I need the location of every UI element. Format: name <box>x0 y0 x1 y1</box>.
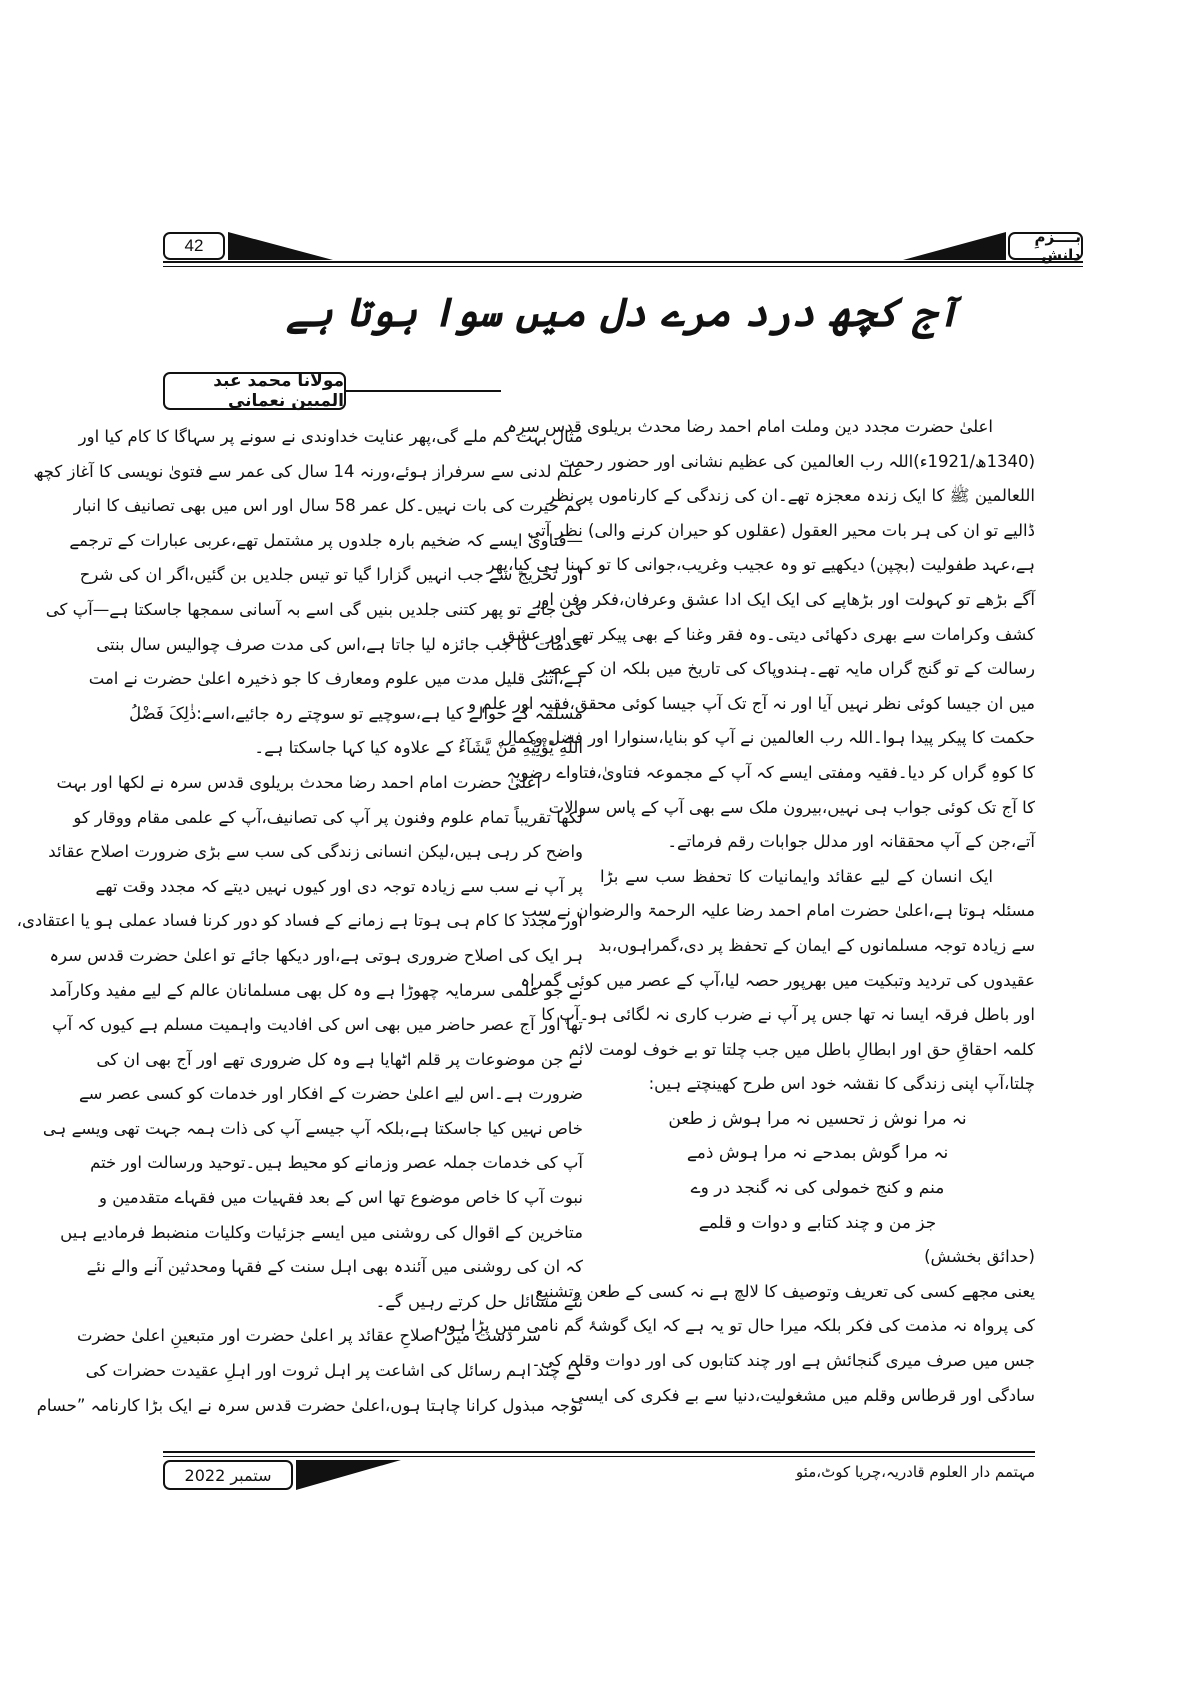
text-line: خاص نہیں کیا جاسکتا ہے،بلکہ آپ جیسے آپ کی ذات ہمہ جہت تھی ویسے ہی <box>42 1118 583 1138</box>
text-line: کی جائے تو پھر کتنی جلدیں بنیں گی اسے بہ آسانی سمجھا جاسکتا ہے—آپ کی <box>45 599 583 619</box>
text-line: لکھا تقریباً تمام علوم وفنون پر آپ کی تصانیف،آپ کے علمی مقام ووقار کو <box>73 807 583 827</box>
text-line: کہ ان کی روشنی میں آئندہ بھی اہل سنت کے فقہا ومحدثین آنے والے نئے <box>86 1257 583 1277</box>
text-line: متاخرین کے اقوال کی روشنی میں ایسے جزئیات وکلیات منضبط فرمادیے ہیں <box>60 1222 583 1242</box>
text-line: ہر ایک کی اصلاح ضروری ہوتی ہے،اور دیکھا جائے تو اعلیٰ حضرت قدس سرہ <box>49 945 583 965</box>
text-line: رسالت کے تو گنج گراں مایہ تھے۔ہندوپاک کی تاریخ میں بلکہ ان کے عصر <box>538 659 1035 679</box>
text-line: خدمات کا جب جائزہ لیا جاتا ہے،اس کی مدت صرف چوالیس سال بنتی <box>96 634 583 654</box>
text-line: اور تخریج سے جب انہیں گزارا گیا تو تیس جلدیں بن گئیں،اگر ان کی شرح <box>79 565 583 585</box>
header-triangle-right <box>903 232 1006 260</box>
text-line: سادگی اور قرطاس وقلم میں مشغولیت،دنیا سے بے فکری کی ایسی <box>570 1385 1035 1405</box>
poem-line: منم و کنج خمولی کی نہ گنجد در وے <box>690 1178 945 1199</box>
text-line: پر آپ نے سب سے زیادہ توجہ دی اور کیوں نہیں دیتے کہ مجدد وقت تھے <box>95 876 583 896</box>
text-line: کشف وکرامات سے بھری دکھائی دیتی۔وہ فقر وغنا کے بھی پیکر تھے اور عشقِ <box>502 624 1035 644</box>
issue-date-box <box>163 1460 293 1490</box>
text-line: مسئلہ ہوتا ہے،اعلیٰ حضرت امام احمد رضا علیہ الرحمۃ والرضوان نے سب <box>521 901 1035 921</box>
text-line: اعلیٰ حضرت امام احمد رضا محدث بریلوی قدس سرہ نے لکھا اور بہت <box>56 772 541 792</box>
text-line: ڈالیے تو ان کی ہر بات محیر العقول (عقلوں کو حیران کرنے والی) نظر آتی <box>527 520 1035 540</box>
text-line: کی پرواہ نہ مذمت کی فکر بلکہ میرا حال تو یہ ہے کہ ایک گوشۂ گم نامی میں پڑا ہوں <box>435 1316 1035 1336</box>
poem-source: (حدائق بخشش) <box>924 1247 1035 1267</box>
text-line: نے جو علمی سرمایہ چھوڑا ہے وہ کل بھی مسلمانان عالم کے لیے مفید وکارآمد <box>49 980 583 1000</box>
footer-triangle <box>296 1460 401 1490</box>
text-line: تھا اور آج عصر حاضر میں بھی اس کی افادیت واہمیت مسلم ہے کیوں کہ آپ <box>52 1015 583 1035</box>
text-line: ایک انسان کے لیے عقائد وایمانیات کا تحفظ سب سے بڑا <box>600 866 993 886</box>
issue-date: ستمبر 2022 <box>184 1465 272 1485</box>
text-line: کم حیرت کی بات نہیں۔کل عمر 58 سال اور اس میں بھی تصانیف کا انبار <box>73 496 583 516</box>
text-line: حکمت کا پیکر پیدا ہوا۔اللہ رب العالمین نے آپ کو بنایا،سنوارا اور فضل وکمال <box>500 728 1035 748</box>
text-line: مثال بہت کم ملے گی،پھر عنایت خداوندی نے سونے پر سہاگا کا کام کیا اور <box>78 427 583 446</box>
footer-divider <box>163 1451 1035 1457</box>
text-line: ضرورت ہے۔اس لیے اعلیٰ حضرت کے افکار اور خدمات کو کسی عصر سے <box>78 1084 583 1104</box>
text-line: کلمہ احقاقِ حق اور ابطالِ باطل میں جب چلتا تو بے خوف لومت لائم <box>568 1039 1035 1059</box>
magazine-name: بــــزمِ دانش <box>1034 228 1081 264</box>
poem-line: نہ مرا نوش ز تحسیں نہ مرا ہوش ز طعن <box>668 1108 967 1129</box>
text-line: ہے،عہد طفولیت (بچپن) دیکھیے تو وہ عجیب وغریب،جوانی کا تو کہنا ہی کیا،پھر <box>486 555 1035 575</box>
text-line: یعنی مجھے کسی کی تعریف وتوصیف کا لالچ ہے نہ کسی کے طعن وتشنیع <box>535 1281 1035 1301</box>
text-line: —فتاویٰ ایسے کہ ضخیم بارہ جلدوں پر مشتمل تھے،عربی عبارات کے ترجمے <box>69 530 583 550</box>
text-line: (1340ھ/1921ء)اللہ رب العالمین کی عظیم نشانی اور حضور رحمت <box>559 451 1035 471</box>
text-line: سے زیادہ توجہ مسلمانوں کے ایمان کے تحفظ پر دی،گمراہوں،بد <box>598 935 1035 955</box>
text-line: اور باطل فرقہ ایسا نہ تھا جس پر آپ نے ضرب کاری نہ لگائی ہو۔آپ کا <box>541 1005 1035 1025</box>
text-line: واضح کر رہی ہیں،لیکن انسانی زندگی کی سب سے بڑی ضرورت اصلاح عقائد <box>48 842 583 862</box>
text-line: علم لدنی سے سرفراز ہوئے،ورنہ 14 سال کی عمر سے فتویٰ نویسی کا آغاز کچھ <box>33 461 583 481</box>
poem-line: نہ مرا گوش بمدحے نہ مرا ہوش ذمے <box>686 1143 949 1164</box>
text-line: عقیدوں کی تردید وتبکیت میں بھرپور حصہ لیا،آپ کے عصر میں کوئی گمراہ <box>520 970 1035 990</box>
text-line: چلتا،آپ اپنی زندگی کا نقشہ خود اس طرح کھینچتے ہیں: <box>648 1074 1035 1094</box>
text-line: کے چند اہم رسائل کی اشاعت پر اہل ثروت اور اہلِ عقیدت حضرات کی <box>85 1361 583 1381</box>
text-line: کا آج تک کوئی جواب ہی نہیں،بیرون ملک سے بھی آپ کے پاس سوالات <box>548 797 1035 817</box>
header-triangle-left <box>228 232 333 260</box>
page-number: 42 <box>184 236 204 255</box>
text-line: توجہ مبذول کرانا چاہتا ہوں،اعلیٰ حضرت قدس سرہ نے ایک بڑا کارنامہ ”حسام <box>36 1395 583 1415</box>
poem-line: جز من و چند کتابے و دوات و قلمے <box>698 1212 937 1233</box>
text-line: میں ان جیسا کوئی نظر نہیں آیا اور نہ آج تک آپ جیسا کوئی محقق،فقیہ اور علم و <box>468 693 1035 713</box>
text-line: جس میں صرف میری گنجائش ہے اور چند کتابوں کی اور دوات وقلم کی۔ <box>531 1351 1035 1371</box>
text-line: آتے،جن کے آپ محققانہ اور مدلل جوابات رقم فرماتے۔ <box>667 832 1035 852</box>
article-title: آج کچھ درد مرے دل میں سوا ہوتا ہے <box>286 289 960 336</box>
text-line: اور مجدد کا کام ہی ہوتا ہے زمانے کے فساد کو دور کرنا فساد عملی ہو یا اعتقادی، <box>16 911 583 931</box>
author-box <box>163 372 346 410</box>
text-line: ہے،اتنی قلیل مدت میں علوم ومعارف کا جو ذخیرہ اعلیٰ حضرت نے امت <box>88 669 583 689</box>
text-line: اعلیٰ حضرت مجدد دین وملت امام احمد رضا محدث بریلوی قدس سرہ <box>507 417 993 436</box>
author-name: مولانا محمد عبد المبین نعمانی <box>213 371 344 411</box>
text-line: اللعالمین ﷺ کا ایک زندہ معجزہ تھے۔ان کی زندگی کے کارناموں پر نظر <box>546 486 1035 506</box>
text-line: مسلمہ کے حوالے کیا ہے،سوچیے تو سوچتے رہ جائیے،اسے:ذٰلِکَ فَضْلُ <box>129 703 583 723</box>
magazine-name-box <box>1008 228 1083 264</box>
text-line: کا کوہِ گراں کر دیا۔فقیہ ومفتی ایسے کہ آپ کے مجموعہ فتاویٰ،فتاواے رضویہ <box>506 762 1035 782</box>
text-line: اللّٰهِ يُؤْتِيْهِ مَنْ يَّشَآءُ کے علاوہ کیا کہا جاسکتا ہے۔ <box>254 738 583 758</box>
left-column <box>16 420 583 1423</box>
header-divider <box>163 261 1083 267</box>
page-number-box <box>163 232 225 260</box>
text-line: نے جن موضوعات پر قلم اٹھایا ہے وہ کل ضروری تھے اور آج بھی ان کی <box>96 1049 583 1069</box>
text-line: آپ کی خدمات جملہ عصر وزمانے کو محیط ہیں۔توحید ورسالت اور ختم <box>90 1153 583 1173</box>
author-line <box>346 390 501 392</box>
text-line: آگے بڑھے تو کہولت اور بڑھاپے کی ایک ایک ادا عشق وعرفان،فکر وفن اور <box>533 589 1035 609</box>
author-affiliation: مہتمم دار العلوم قادریہ،چریا کوٹ،مئو <box>795 1463 1035 1481</box>
text-line: نبوت آپ کا خاص موضوع تھا اس کے بعد فقہیات میں فقہاے متقدمین و <box>98 1188 583 1208</box>
text-line: نئے مسائل حل کرتے رہیں گے۔ <box>375 1291 583 1311</box>
text-line: سر دست میں اصلاحِ عقائد پر اعلیٰ حضرت اور متبعینِ اعلیٰ حضرت <box>76 1326 541 1346</box>
